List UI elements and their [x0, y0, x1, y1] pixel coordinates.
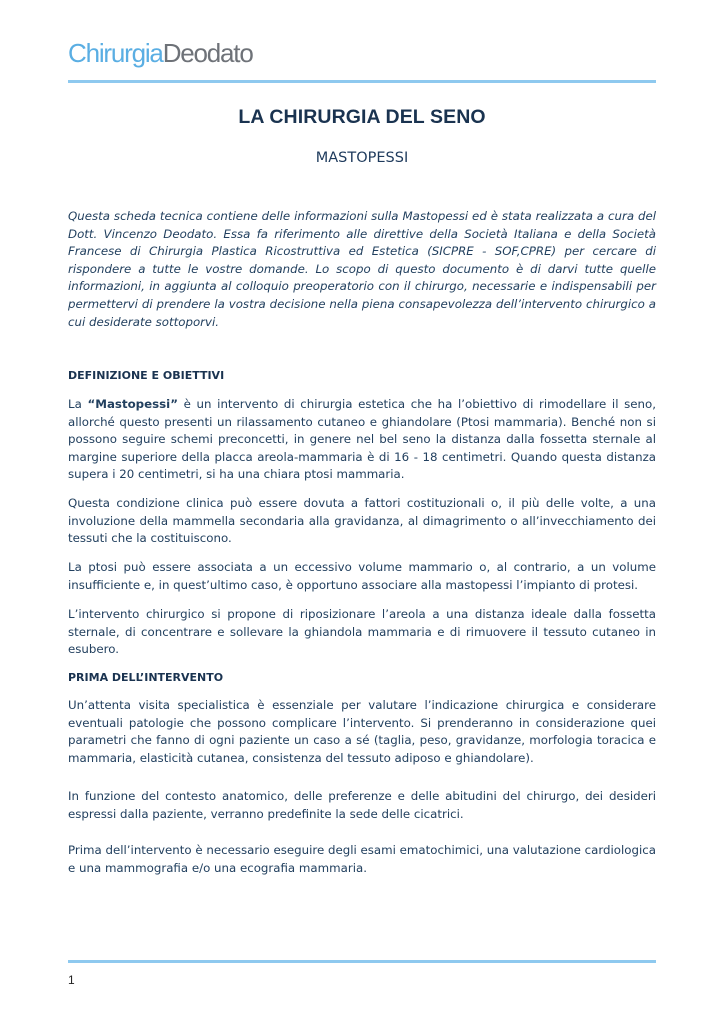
footer-divider — [68, 960, 656, 963]
definizione-p1-body: è un intervento di chirurgia estetica che ha l’obiettivo di rimodellare il seno, allorché questo presenti un rilassamento cutaneo e ghiandolare (Ptosi mammaria). Benché non si possono seguire schemi preconcetti, in genere nel bel seno la distanza dalla fossetta sternale al margine superiore della placca areola-mammaria è di 16 - 18 centimetri. Quando questa distanza supera i 20 centimetri, si ha una chiara ptosi mammaria. — [68, 397, 656, 482]
definizione-paragraph-1 — [68, 396, 656, 484]
section-heading-prima-intervento: PRIMA DELL’INTERVENTO — [68, 671, 224, 684]
definizione-paragraph-3: La ptosi può essere associata a un eccessivo volume mammario o, al contrario, a un volume insufficiente e, in quest’ultimo caso, è opportuno associare alla mastopessi l’impianto di protesi. — [68, 560, 656, 592]
page-title: LA CHIRURGIA DEL SENO — [238, 106, 486, 128]
page-number: 1 — [68, 973, 75, 987]
definizione-paragraph-4: L’intervento chirurgico si propone di riposizionare l’areola a una distanza ideale dalla fossetta sternale, di concentrare e sollevare la ghiandola mammaria e di rimuovere il tessuto cutaneo in esubero. — [68, 607, 656, 657]
logo — [68, 38, 253, 68]
prima-paragraph-1: Un’attenta visita specialistica è essenziale per valutare l’indicazione chirurgica e considerare eventuali patologie che possono complicare l’intervento. Si prenderanno in considerazione quei parametri che fanno di ogni paziente un caso a sé (taglia, peso, gravidanze, morfologia toracica e mammaria, elasticità cutanea, consistenza del tessuto adiposo e ghiandolare). — [68, 698, 656, 765]
logo-text-chirurgia: Chirurgia — [68, 38, 163, 68]
prima-paragraph-2: In funzione del contesto anatomico, delle preferenze e delle abitudini del chirurgo, dei desideri espressi dalla paziente, verranno predefinite la sede delle cicatrici. — [68, 789, 656, 821]
page-subtitle: MASTOPESSI — [315, 150, 409, 166]
logo-text-deodato: Deodato — [162, 38, 253, 68]
definizione-p1-intro: La — [68, 397, 88, 411]
section-heading-definizione: DEFINIZIONE E OBIETTIVI — [68, 369, 225, 382]
mastopessi-term: “Mastopessi” — [87, 397, 178, 411]
header-divider — [68, 80, 656, 83]
definizione-paragraph-2: Questa condizione clinica può essere dovuta a fattori costituzionali o, il più delle volte, a una involuzione della mammella secondaria alla gravidanza, al dimagrimento o all’invecchiamento dei tessuti che la costituiscono. — [68, 496, 656, 546]
prima-paragraph-3: Prima dell’intervento è necessario eseguire degli esami ematochimici, una valutazione cardiologica e una mammografia e/o una ecografia mammaria. — [68, 843, 656, 875]
intro-paragraph: Questa scheda tecnica contiene delle informazioni sulla Mastopessi ed è stata realizzata a cura del Dott. Vincenzo Deodato. Essa fa riferimento alle direttive della Società Italiana e della Società Francese di Chirurgia Plastica Ricostruttiva ed Estetica (SICPRE - SOF,CPRE) per cercare di rispondere a tutte le vostre domande. Lo scopo di questo documento è di darvi tutte quelle informazioni, in aggiunta al colloquio preoperatorio con il chirurgo, necessarie e indispensabili per permettervi di prendere la vostra decisione nella piena consapevolezza dell’intervento chirurgico a cui desiderate sottoporvi. — [68, 209, 656, 329]
